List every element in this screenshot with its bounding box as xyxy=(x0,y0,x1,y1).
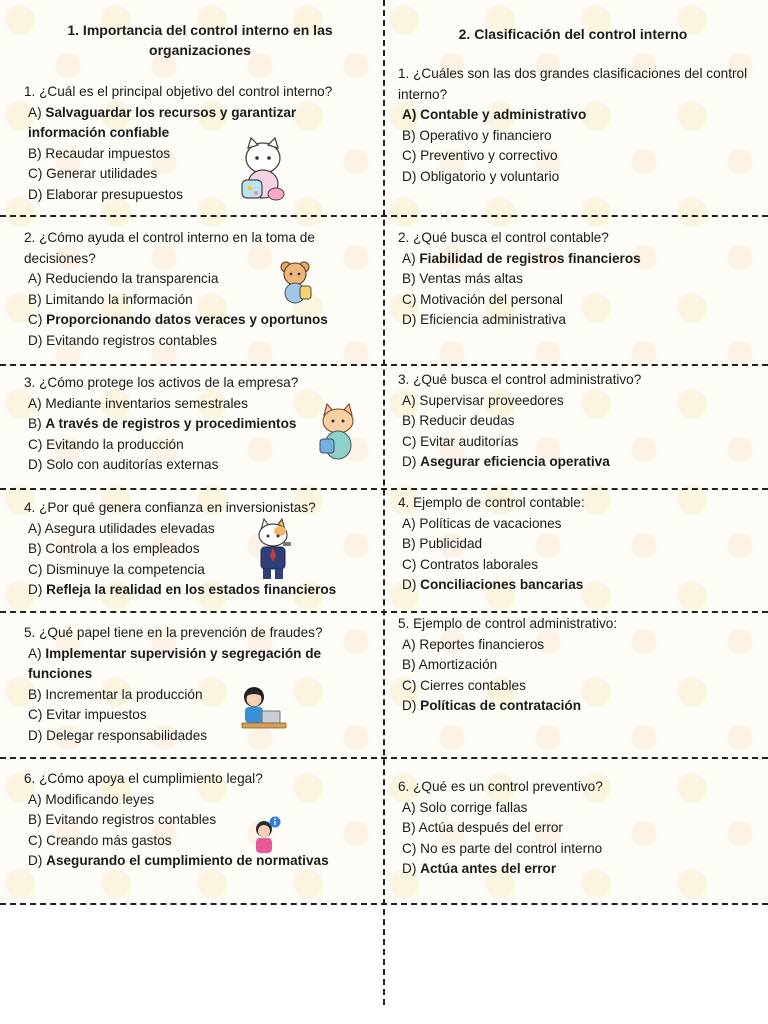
option-c: C) Evitando la producción xyxy=(28,436,184,452)
question-text: 2. ¿Qué busca el control contable? xyxy=(398,230,609,245)
left-section-title: 1. Importancia del control interno en las organizaciones xyxy=(67,22,333,58)
question-text: 2. ¿Cómo ayuda el control interno en la toma de decisiones? xyxy=(24,230,315,266)
option-d: D) Actúa antes del error xyxy=(402,861,557,877)
right-card-4 xyxy=(398,493,748,596)
option-a: A) Asegura utilidades elevadas xyxy=(28,520,215,536)
option-d: D) Evitando registros contables xyxy=(28,332,217,348)
cut-line-1 xyxy=(0,215,768,217)
cat-in-suit-icon xyxy=(255,518,293,580)
option-b: B) Actúa después del error xyxy=(402,820,563,836)
option-c: C) Proporcionando datos veraces y oportunos xyxy=(28,312,328,328)
right-card-2 xyxy=(398,228,748,331)
option-a: A) Solo corrige fallas xyxy=(402,799,528,815)
option-d: D) Conciliaciones bancarias xyxy=(402,577,584,593)
option-c: C) No es parte del control interno xyxy=(402,840,603,856)
question-text: 3. ¿Cómo protege los activos de la empresa? xyxy=(24,375,299,390)
option-c: C) Evitar impuestos xyxy=(28,707,147,723)
option-b: B) Recaudar impuestos xyxy=(28,145,171,161)
right-card-3 xyxy=(398,370,748,473)
option-a: A) Modificando leyes xyxy=(28,791,155,807)
option-d: D) Solo con auditorías externas xyxy=(28,457,219,473)
option-a: A) Mediante inventarios semestrales xyxy=(28,395,248,411)
bear-with-bag-icon xyxy=(278,260,314,304)
vertical-cut-line xyxy=(383,0,385,1005)
right-card-5 xyxy=(398,614,748,717)
question-text: 5. Ejemplo de control administrativo: xyxy=(398,616,618,631)
option-c: C) Motivación del personal xyxy=(402,291,563,307)
option-a: A) Contable y administrativo xyxy=(402,107,587,123)
right-card-6 xyxy=(398,777,748,880)
option-c: C) Cierres contables xyxy=(402,677,526,693)
question-text: 1. ¿Cuáles son las dos grandes clasificaciones del control interno? xyxy=(398,66,748,102)
question-text: 4. Ejemplo de control contable: xyxy=(398,495,585,510)
option-d: D) Elaborar presupuestos xyxy=(28,186,183,202)
option-a: A) Políticas de vacaciones xyxy=(402,515,562,531)
option-a: A) Reportes financieros xyxy=(402,636,545,652)
question-text: 6. ¿Cómo apoya el cumplimiento legal? xyxy=(24,771,263,786)
right-card-1 xyxy=(398,64,748,188)
cut-line-6 xyxy=(0,903,768,905)
option-a: A) Salvaguardar los recursos y garantizar información confiable xyxy=(28,104,297,141)
option-b: B) Reducir deudas xyxy=(402,413,515,429)
cut-line-5 xyxy=(0,757,768,759)
cat-with-bag-icon xyxy=(238,136,288,204)
option-b: B) Ventas más altas xyxy=(402,271,523,287)
cat-with-lunchbox-icon xyxy=(318,403,358,461)
option-b: B) Limitando la información xyxy=(28,291,193,307)
option-d: D) Eficiencia administrativa xyxy=(402,312,566,328)
option-d: D) Asegurar eficiencia operativa xyxy=(402,454,610,470)
option-b: B) A través de registros y procedimientos xyxy=(28,416,297,432)
left-card-5 xyxy=(24,623,364,747)
option-c: C) Creando más gastos xyxy=(28,832,172,848)
option-d: D) Delegar responsabilidades xyxy=(28,727,208,743)
cut-line-4 xyxy=(0,611,768,613)
woman-at-laptop-icon xyxy=(240,685,288,735)
option-d: D) Políticas de contratación xyxy=(402,698,582,714)
option-d: D) Obligatorio y voluntario xyxy=(402,168,560,184)
option-b: B) Evitando registros contables xyxy=(28,812,217,828)
option-b: B) Controla a los empleados xyxy=(28,541,200,557)
option-a: A) Implementar supervisión y segregación de funciones xyxy=(28,645,322,682)
option-c: C) Disminuye la competencia xyxy=(28,561,205,577)
option-b: B) Incrementar la producción xyxy=(28,686,203,702)
option-a: A) Supervisar proveedores xyxy=(402,392,564,408)
question-text: 1. ¿Cuál es el principal objetivo del control interno? xyxy=(24,84,333,99)
left-card-1 xyxy=(24,82,364,206)
cut-line-3 xyxy=(0,488,768,490)
option-c: C) Generar utilidades xyxy=(28,166,158,182)
option-b: B) Operativo y financiero xyxy=(402,127,552,143)
question-text: 4. ¿Por qué genera confianza en inversionistas? xyxy=(24,500,316,515)
cut-line-2 xyxy=(0,364,768,366)
option-c: C) Preventivo y correctivo xyxy=(402,148,558,164)
option-c: C) Contratos laborales xyxy=(402,556,539,572)
left-card-4 xyxy=(24,498,364,601)
option-a: A) Reduciendo la transparencia xyxy=(28,271,219,287)
question-text: 3. ¿Qué busca el control administrativo? xyxy=(398,372,642,387)
question-text: 5. ¿Qué papel tiene en la prevención de fraudes? xyxy=(24,625,323,640)
question-text: 6. ¿Qué es un control preventivo? xyxy=(398,779,603,794)
option-c: C) Evitar auditorías xyxy=(402,433,519,449)
option-b: B) Amortización xyxy=(402,657,498,673)
option-a: A) Fiabilidad de registros financieros xyxy=(402,250,641,266)
left-card-3 xyxy=(24,373,364,476)
option-d: D) Asegurando el cumplimiento de normativas xyxy=(28,853,329,869)
option-b: B) Publicidad xyxy=(402,536,483,552)
left-card-6 xyxy=(24,769,364,872)
woman-with-info-icon xyxy=(252,815,282,855)
option-d: D) Refleja la realidad en los estados financieros xyxy=(28,582,337,598)
right-section-title: 2. Clasificación del control interno xyxy=(458,26,688,42)
